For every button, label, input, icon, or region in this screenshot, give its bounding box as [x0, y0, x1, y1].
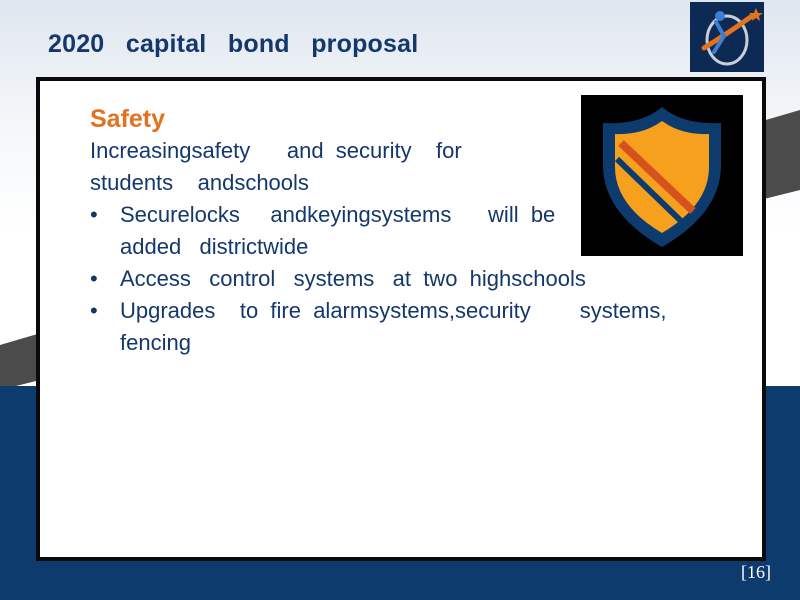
- section-heading: Safety: [90, 105, 166, 133]
- bullet-text-line-2: added districtwide: [120, 234, 309, 259]
- bullet-list: [90, 199, 690, 359]
- bullet-text-line-1: Access control systems at two highschools: [120, 266, 586, 291]
- bullet-item: [90, 199, 690, 263]
- bullet-item: [90, 263, 690, 295]
- slide-body: [90, 103, 690, 359]
- district-logo-icon: [690, 2, 764, 72]
- bullet-item: [90, 295, 690, 359]
- page-number: [16]: [741, 562, 771, 582]
- bullet-text-line-2: fencing: [120, 330, 191, 355]
- bullet-text-line-1: Securelocks andkeyingsystems will be: [120, 202, 556, 227]
- slide-title: 2020 capital bond proposal: [48, 30, 419, 58]
- intro-line-1: Increasingsafety and security for: [90, 138, 462, 163]
- intro-line-2: students andschools: [90, 170, 309, 195]
- bullet-text-line-1: Upgrades to fire alarmsystems,security systems,: [120, 298, 667, 323]
